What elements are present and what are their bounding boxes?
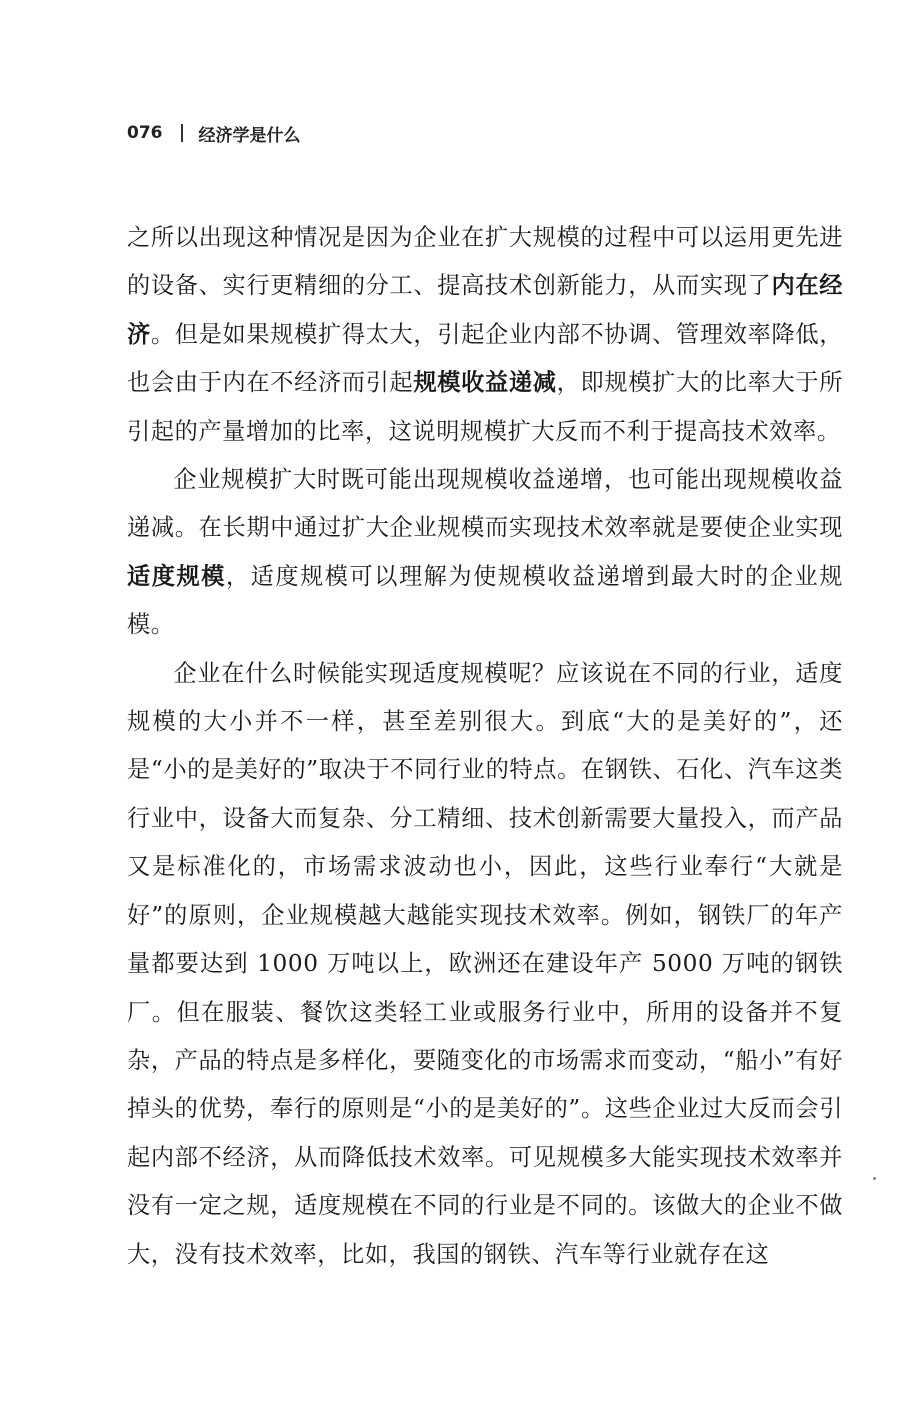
header-separator <box>181 124 183 142</box>
paragraph <box>127 456 843 650</box>
paragraph <box>127 650 843 1279</box>
text-run: ，适度规模可以理解为使规模收益递增到最大时的企业规模。 <box>127 562 843 639</box>
text-run: ，即规模扩大的比率大于所引起的产量增加的比率，这说明规模扩大反而不利于提高技术效率。 <box>127 369 844 445</box>
text-run: 企业在什么时候能实现适度规模呢？应该说在不同的行业，适度规模的大小并不一样，甚至差别很大。到底“大的是美好的”，还是“小的是美好的”取决于不同行业的特点。在钢铁、石化、汽车这类行业中，设备大而复杂、分工精细、技术创新需要大量投入，而产品又是标准化的，市场需求波动也小，因此，这些行业奉行“大就是好”的原则，企业规模越大越能实现技术效率。例如，钢铁厂的年产量都要达到 1000 万吨以上，欧洲还在建设年产 5000 万吨的钢铁厂。但在服装、餐饮这类轻工业或服务行业中，所用的设备并不复杂，产品的特点是多样化，要随变化的市场需求而变动，“船小”有好掉头的优势，奉行的原则是“小的是美好的”。这些企业过大反而会引起内部不经济，从而降低技术效率。可见规模多大能实现技术效率并没有一定之规，适度规模在不同的行业是不同的。该做大的企业不做大，没有技术效率，比如，我国的钢铁、汽车等行业就存在这 <box>127 659 843 1268</box>
body-text <box>127 214 843 1279</box>
paragraph <box>127 214 843 456</box>
book-title: 经济学是什么 <box>198 125 301 146</box>
bold-term: 规模收益递减 <box>413 369 557 397</box>
scan-speck <box>873 1177 876 1180</box>
bold-term: 适度规模 <box>127 562 226 590</box>
bold-term: 内在经济 <box>127 272 843 348</box>
text-run: 企业规模扩大时既可能出现规模收益递增，也可能出现规模收益递减。在长期中通过扩大企业规模而实现技术效率就是要使企业实现 <box>127 466 843 542</box>
text-run: 之所以出现这种情况是因为企业在扩大规模的过程中可以运用更先进的设备、实行更精细的分工、提高技术创新能力，从而实现了 <box>127 224 843 300</box>
page-number: 076 <box>127 123 163 143</box>
text-run: 。但是如果规模扩得太大，引起企业内部不协调、管理效率降低，也会由于内在不经济而引起 <box>127 320 843 397</box>
running-head <box>127 118 301 148</box>
